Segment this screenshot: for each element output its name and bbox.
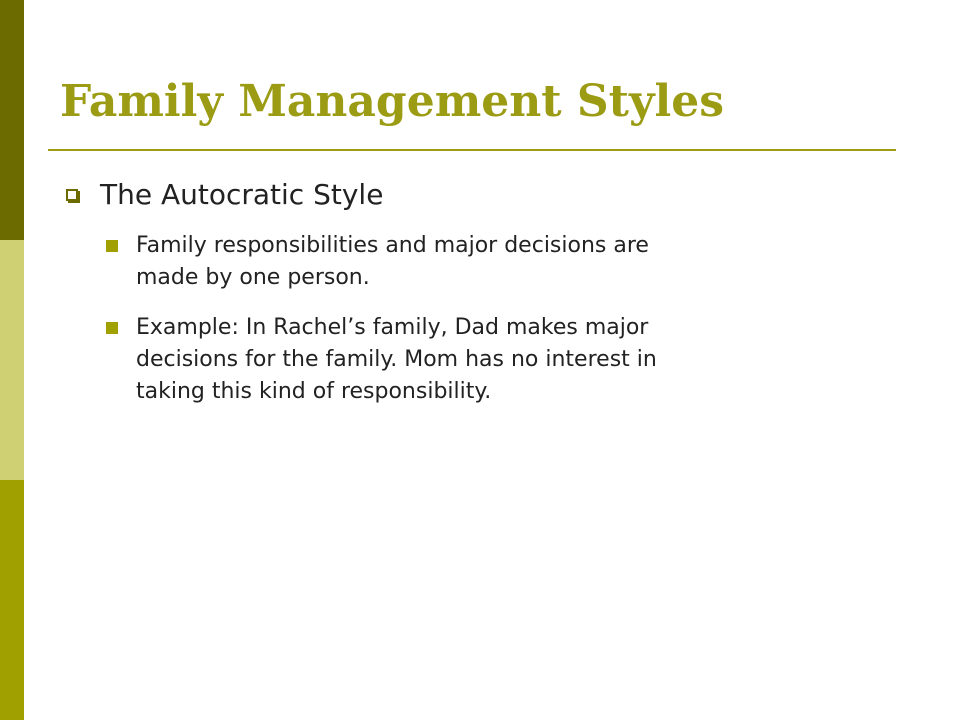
sub-bullet-1-text (136, 230, 649, 294)
sub-bullet-1 (106, 230, 906, 294)
square-bullet-icon (106, 322, 118, 334)
title-underline (48, 149, 896, 151)
text-line: Example: In Rachel’s family, Dad makes major (136, 315, 649, 340)
slide-title: Family Management Styles (60, 76, 725, 127)
bullet-level-1-text: The Autocratic Style (100, 178, 384, 211)
square-bullet-icon (106, 240, 118, 252)
sub-bullet-2-text (136, 312, 657, 408)
text-line: taking this kind of responsibility. (136, 379, 492, 404)
text-line: made by one person. (136, 265, 370, 290)
bullet-level-1 (66, 178, 383, 211)
side-bar-bottom (0, 480, 24, 720)
text-line: Family responsibilities and major decisions are (136, 233, 649, 258)
sub-bullet-2 (106, 312, 906, 408)
square-bullet-icon (66, 189, 78, 201)
side-bar-middle (0, 240, 24, 480)
side-bar-top (0, 0, 24, 240)
text-line: decisions for the family. Mom has no interest in (136, 347, 657, 372)
